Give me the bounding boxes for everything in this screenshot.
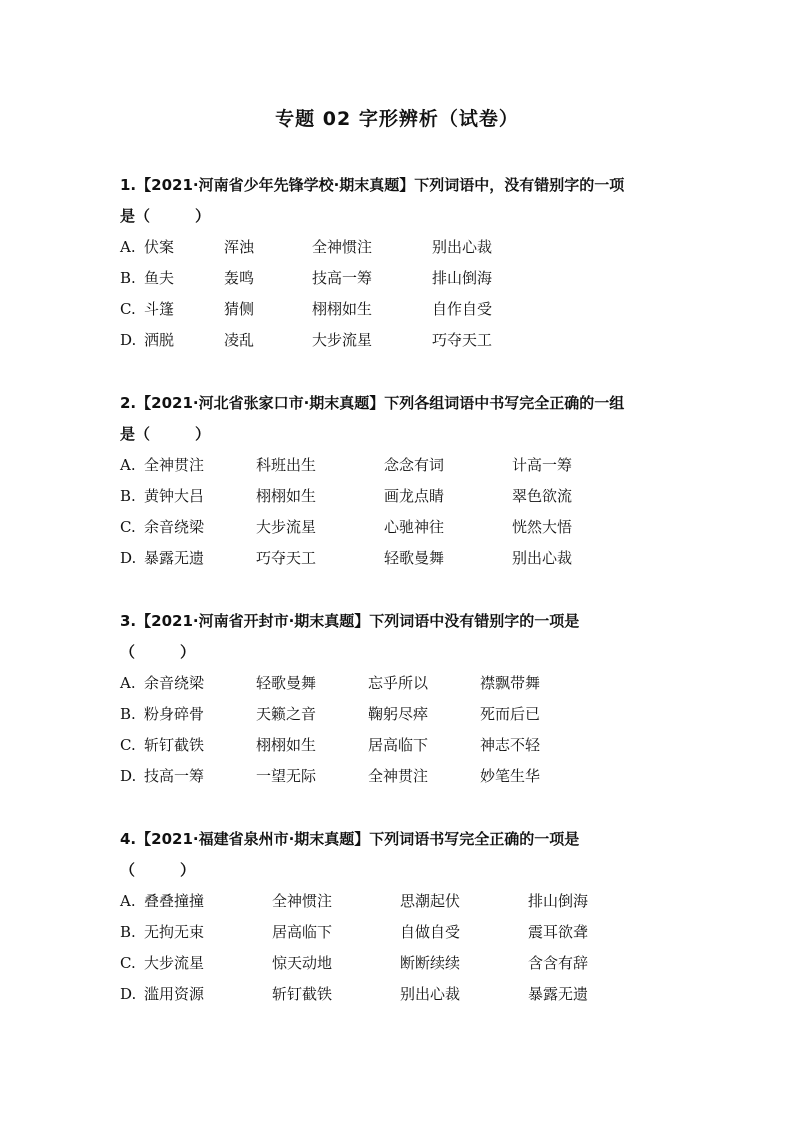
option-word: 黄钟大吕 [144,487,205,505]
option-word: 妙笔生华 [480,767,541,785]
option-word: 自作自受 [432,300,493,318]
option-word: 凌乱 [224,331,255,349]
option-word: 技高一筹 [144,767,205,785]
stem-line: 3.【2021·河南省开封市·期末真题】下列词语中没有错别字的一项是 [120,612,580,630]
option-a [120,450,680,481]
option-word: 轻歌曼舞 [384,549,445,567]
option-a [120,668,680,699]
option-letter: C. [120,954,136,972]
question-stem [120,606,680,668]
page-title: 专题 02 字形辨析（试卷） [275,108,519,130]
option-letter: C. [120,300,136,318]
option-a [120,232,680,263]
option-word: 暴露无遗 [528,985,589,1003]
option-letter: B. [120,705,136,723]
option-d [120,761,680,792]
option-word: 居高临下 [272,923,333,941]
option-c [120,512,680,543]
option-word: 余音绕梁 [144,674,205,692]
option-word: 大步流星 [256,518,317,536]
option-word: 技高一筹 [312,269,373,287]
question-4 [120,824,680,1010]
option-b [120,917,680,948]
option-word: 心驰神往 [384,518,445,536]
option-word: 天籁之音 [256,705,317,723]
option-letter: A. [120,238,136,256]
option-letter: A. [120,674,136,692]
option-word: 神志不轻 [480,736,541,754]
option-word: 伏案 [144,238,175,256]
option-word: 猜侧 [224,300,255,318]
option-word: 全神惯注 [312,238,373,256]
option-word: 斩钉截铁 [144,736,205,754]
option-word: 计高一筹 [512,456,573,474]
option-letter: A. [120,892,136,910]
option-letter: D. [120,331,137,349]
stem-line: （ ） [120,643,196,661]
option-d [120,543,680,574]
option-b [120,263,680,294]
option-word: 轻歌曼舞 [256,674,317,692]
option-word: 死而后已 [480,705,541,723]
option-word: 无拘无束 [144,923,205,941]
option-letter: C. [120,736,136,754]
option-word: 全神贯注 [368,767,429,785]
option-d [120,325,680,356]
stem-line: 是（ ） [120,425,211,443]
option-word: 襟飘带舞 [480,674,541,692]
option-word: 洒脱 [144,331,175,349]
question-2 [120,388,680,574]
option-word: 排山倒海 [528,892,589,910]
stem-line: 是（ ） [120,207,211,225]
option-word: 科班出生 [256,456,317,474]
option-letter: D. [120,767,137,785]
stem-line: 2.【2021·河北省张家口市·期末真题】下列各组词语中书写完全正确的一组 [120,394,625,412]
option-word: 画龙点睛 [384,487,445,505]
option-a [120,886,680,917]
option-word: 斗篷 [144,300,175,318]
option-word: 念念有词 [384,456,445,474]
option-word: 全神惯注 [272,892,333,910]
option-word: 排山倒海 [432,269,493,287]
option-word: 含含有辞 [528,954,589,972]
option-letter: D. [120,985,137,1003]
option-word: 巧夺天工 [432,331,493,349]
option-word: 叠叠撞撞 [144,892,205,910]
option-word: 大步流星 [312,331,373,349]
option-letter: A. [120,456,136,474]
option-word: 滥用资源 [144,985,205,1003]
option-word: 别出心裁 [512,549,573,567]
option-word: 轰鸣 [224,269,255,287]
option-letter: B. [120,487,136,505]
option-word: 暴露无遗 [144,549,205,567]
option-word: 浑浊 [224,238,255,256]
option-word: 栩栩如生 [312,300,373,318]
option-c [120,948,680,979]
option-word: 忘乎所以 [368,674,429,692]
option-word: 自做自受 [400,923,461,941]
option-word: 鱼夫 [144,269,175,287]
option-word: 震耳欲聋 [528,923,589,941]
option-word: 全神贯注 [144,456,205,474]
question-stem [120,170,680,232]
option-word: 粉身碎骨 [144,705,205,723]
option-word: 别出心裁 [432,238,493,256]
option-word: 恍然大悟 [512,518,573,536]
option-word: 思潮起伏 [400,892,461,910]
option-word: 一望无际 [256,767,317,785]
question-stem [120,388,680,450]
option-b [120,699,680,730]
option-word: 别出心裁 [400,985,461,1003]
question-1 [120,170,680,356]
stem-line: （ ） [120,861,196,879]
option-word: 鞠躬尽瘁 [368,705,429,723]
option-word: 翠色欲流 [512,487,573,505]
option-c [120,730,680,761]
question-3 [120,606,680,792]
option-b [120,481,680,512]
option-word: 栩栩如生 [256,487,317,505]
option-word: 居高临下 [368,736,429,754]
option-letter: C. [120,518,136,536]
option-d [120,979,680,1010]
option-word: 断断续续 [400,954,461,972]
question-stem [120,824,680,886]
option-c [120,294,680,325]
option-word: 惊天动地 [272,954,333,972]
option-word: 余音绕梁 [144,518,205,536]
option-letter: B. [120,923,136,941]
option-word: 栩栩如生 [256,736,317,754]
option-word: 大步流星 [144,954,205,972]
option-letter: D. [120,549,137,567]
option-letter: B. [120,269,136,287]
option-word: 斩钉截铁 [272,985,333,1003]
stem-line: 1.【2021·河南省少年先锋学校·期末真题】下列词语中，没有错别字的一项 [120,176,625,194]
stem-line: 4.【2021·福建省泉州市·期末真题】下列词语书写完全正确的一项是 [120,830,580,848]
option-word: 巧夺天工 [256,549,317,567]
